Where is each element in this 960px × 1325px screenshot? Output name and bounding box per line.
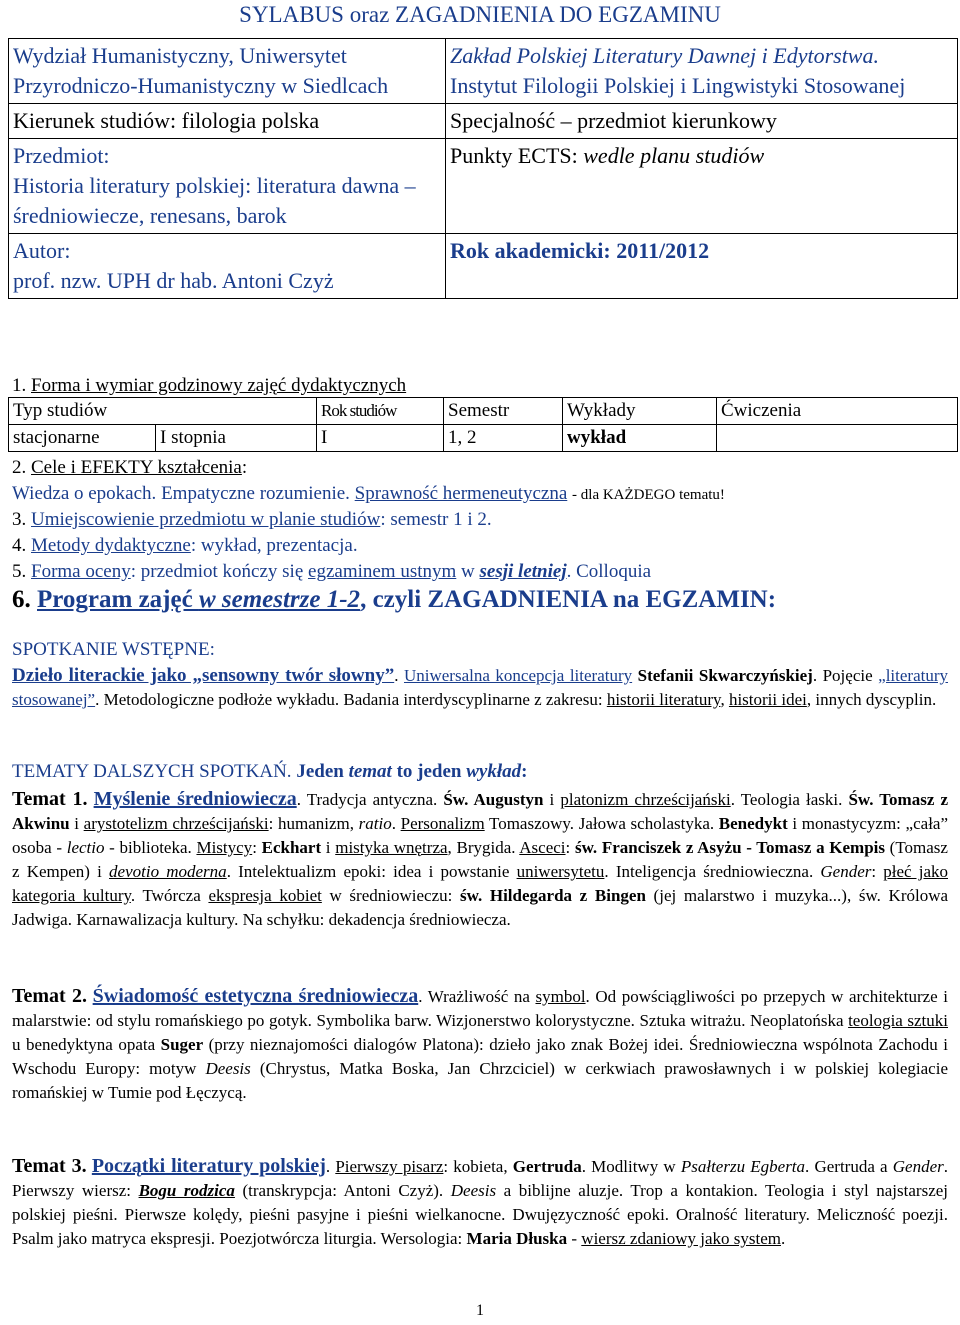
col-type: Typ studiów: [9, 398, 317, 425]
intro-f: „literatury stosowanej”: [12, 666, 949, 709]
text-run: : kobieta,: [443, 1157, 513, 1176]
section1-title: Forma i wymiar godzinowy zajęć dydaktycznych: [31, 375, 407, 396]
subject: Historia literatury polskiej: literatura dawna – średniowiecze, renesans, barok: [13, 173, 416, 228]
text-run: -: [567, 1229, 582, 1248]
text-run: Gertruda: [512, 1157, 582, 1176]
section4: [12, 534, 358, 558]
section5-t2: egzaminem ustnym: [308, 561, 457, 582]
topics-heading-b: Jeden: [296, 761, 349, 782]
goal-knowledge: Wiedza o epokach.: [12, 483, 157, 504]
text-run: ratio: [358, 814, 392, 833]
text-run: w średniowieczu:: [321, 886, 460, 905]
author: prof. nzw. UPH dr hab. Antoni Czyż: [13, 268, 334, 293]
section5-t1: : przedmiot kończy się: [130, 561, 309, 582]
text-run: Pierwszy pisarz: [335, 1157, 444, 1176]
text-run: . Inteligencja średniowieczna.: [604, 862, 821, 881]
text-run: Tomaszowy. Jałowa scholastyka.: [484, 814, 719, 833]
text-run: Asceci: [519, 838, 566, 857]
text-run: Gender: [820, 862, 872, 881]
topic2-label: Temat 2.: [12, 985, 88, 1007]
section6-title-b: w semestrze 1-2: [198, 586, 361, 613]
text-run: Deesis: [450, 1181, 497, 1200]
text-run: Deesis: [205, 1059, 251, 1078]
cell-level: I stopnia: [156, 425, 317, 452]
text-run: :: [871, 862, 884, 881]
topics-heading-a: TEMATY DALSZYCH SPOTKAŃ.: [12, 761, 297, 782]
topics-heading-d: to jeden: [391, 761, 467, 782]
text-run: :: [252, 838, 262, 857]
text-run: Bogu rodzica: [138, 1181, 235, 1200]
text-run: Gender: [892, 1157, 944, 1176]
topics-heading-e: wykład: [466, 761, 522, 782]
text-run: Św. Tomasz z Akwinu: [12, 790, 949, 833]
text-run: (Tomasz z Kempen) i: [12, 838, 948, 881]
section5-num: 5.: [12, 561, 27, 582]
department-block: [446, 39, 958, 104]
col-exercises: Ćwiczenia: [717, 398, 958, 425]
page-title: SYLABUS oraz ZAGADNIENIA DO EGZAMINU: [239, 2, 721, 27]
text-run: mistyka wnętrza: [335, 838, 448, 857]
text-run: , Brygida.: [447, 838, 520, 857]
section2-num: 2.: [12, 457, 27, 478]
topics-heading-c: temat: [348, 761, 392, 782]
text-run: i monastycyzm: „cała” osoba -: [12, 814, 949, 857]
text-run: teologia sztuki: [848, 1011, 948, 1030]
ects-block: [446, 139, 958, 234]
goal-note: - dla KAŻDEGO tematu!: [572, 487, 725, 503]
subject-label: Przedmiot:: [13, 143, 110, 168]
ects-label: Punkty ECTS:: [450, 143, 578, 168]
specialty: Specjalność – przedmiot kierunkowy: [446, 104, 958, 139]
intro-g: . Metodologiczne podłoże wykładu. Badania interdyscyplinarne z zakresu:: [95, 690, 607, 709]
section3-num: 3.: [12, 509, 27, 530]
text-run: . Tradycja antyczna.: [296, 790, 444, 809]
text-run: Eckhart: [261, 838, 322, 857]
ects-value: wedle planu studiów: [583, 143, 765, 168]
text-run: i: [321, 838, 336, 857]
section6-heading: [12, 586, 776, 614]
topic2-title: Świadomość estetyczna średniowiecza: [92, 985, 419, 1007]
intro-h: historii literatury: [606, 690, 721, 709]
topic2-paragraph: [12, 984, 948, 1105]
section4-title: Metody dydaktyczne: [31, 535, 191, 556]
text-run: . Gertruda a: [805, 1157, 893, 1176]
topics-heading: [12, 760, 527, 784]
intro-b: .: [394, 666, 404, 685]
faculty: Wydział Humanistyczny, Uniwersytet Przyrodniczo-Humanistyczny w Siedlcach: [9, 39, 446, 104]
cell-semester: 1, 2: [444, 425, 563, 452]
subject-block: [9, 139, 446, 234]
cell-type: stacjonarne: [9, 425, 156, 452]
topic3-label: Temat 3.: [12, 1155, 87, 1177]
cell-year: I: [317, 425, 444, 452]
text-run: (przy nieznajomości dialogów Platona): dzieło jako znak Bożej idei. Średniowieczna wspólnota Zachodu i Wschodu Europy: motyw: [12, 1035, 948, 1078]
text-run: symbol: [535, 987, 586, 1006]
text-run: św. Hildegarda z Bingen: [460, 886, 646, 905]
text-run: . Od powściągliwości po przepych w architekturze i malarstwie: od stylu romańskiego po gotyk. Symbolika barw. Wizjonerstwo kolorystyczne. Sztuka witrażu. Neoplatońska: [12, 987, 949, 1030]
section6-num: 6.: [12, 586, 31, 613]
text-run: płeć jako kategoria kultury: [12, 862, 948, 905]
text-run: Św. Augustyn: [443, 790, 544, 809]
text-run: . Twórcza: [130, 886, 209, 905]
department: Zakład Polskiej Literatury Dawnej i Edytorstwa.: [450, 43, 879, 68]
header-table: [8, 38, 958, 299]
text-run: platonizm chrześcijański: [560, 790, 731, 809]
intro-k: , innych dyscyplin.: [806, 690, 937, 709]
text-run: Maria Dłuska: [466, 1229, 568, 1248]
text-run: i: [69, 814, 84, 833]
text-run: uniwersytetu: [516, 862, 605, 881]
text-run: u benedyktyna opata: [12, 1035, 161, 1054]
text-run: Psałterzu Egberta: [680, 1157, 806, 1176]
text-run: Mistycy: [196, 838, 253, 857]
text-run: Suger: [160, 1035, 204, 1054]
table-header-row: [9, 398, 958, 425]
text-run: Benedykt: [718, 814, 788, 833]
intro-e: . Pojęcie: [812, 666, 879, 685]
intro-j: historii idei: [728, 690, 807, 709]
intro-c: Uniwersalna koncepcja literatury: [403, 666, 633, 685]
col-year: Rok studiów: [317, 398, 444, 425]
text-run: . Wrażliwość na: [418, 987, 536, 1006]
text-run: devotio moderna: [109, 862, 227, 881]
author-label: Autor:: [13, 238, 71, 263]
text-run: św. Franciszek z Asyżu - Tomasz a Kempis: [574, 838, 885, 857]
text-run: (Chrystus, Matka Boska, Jan Chrzciciel) w cerkwiach prawosławnych i w polskiej kolegiacie romańskiej w Tumie pod Łęczycą.: [12, 1059, 948, 1102]
cell-exercises: [717, 425, 958, 452]
text-run: . Intelektualizm epoki: idea i powstanie: [226, 862, 517, 881]
text-run: lectio: [66, 838, 105, 857]
text-run: a biblijne aluzje. Trop a kontakion. Teologia i styl najstarszej polskiej pieśni. Pierwsze kolędy, pieśni pasyjne i pieśni wielkanocne. Dwujęzyczność epoki. Oralność literatury. Meliczność poezji. Psalm jako matryca ekspresji. Poezjotwórcza liturgia. Wersologia:: [12, 1181, 949, 1248]
section4-text: : wykład, prezentacja.: [190, 535, 358, 556]
page-number: 1: [476, 1302, 484, 1319]
intro-i: ,: [720, 690, 729, 709]
section5-t3: w: [456, 561, 480, 582]
text-run: : humanizm,: [268, 814, 359, 833]
section4-num: 4.: [12, 535, 27, 556]
col-lectures: Wykłady: [563, 398, 717, 425]
section3-text: : semestr 1 i 2.: [380, 509, 492, 530]
topics-heading-f: :: [521, 761, 528, 782]
topic1-label: Temat 1.: [12, 788, 88, 810]
text-run: ekspresja kobiet: [208, 886, 322, 905]
text-run: .: [781, 1229, 786, 1248]
text-run: (jej malarstwo i muzyka...), św. Królowa Jadwiga. Karnawalizacja kultury. Na schyłku: dekadencja średniowiecza.: [12, 886, 949, 929]
intro-heading: SPOTKANIE WSTĘPNE:: [12, 639, 215, 660]
section2-text: [12, 482, 725, 507]
text-run: arystotelizm chrześcijański: [83, 814, 269, 833]
text-run: :: [565, 838, 575, 857]
cell-lectures: wykład: [563, 425, 717, 452]
academic-year: Rok akademicki: 2011/2012: [446, 234, 958, 299]
text-run: - biblioteka.: [104, 838, 197, 857]
text-run: (transkrypcja: Antoni Czyż).: [234, 1181, 451, 1200]
section5-t4: sesji letniej: [479, 561, 567, 582]
section5: [12, 560, 651, 584]
section2-title: Cele i EFEKTY kształcenia: [31, 457, 242, 478]
section6-title-c: , czyli ZAGADNIENIA na EGZAMIN:: [360, 586, 777, 613]
section6-title-a: Program zajęć: [37, 586, 199, 613]
institute: Instytut Filologii Polskiej i Lingwistyki Stosowanej: [450, 73, 906, 98]
field: Kierunek studiów: filologia polska: [9, 104, 446, 139]
text-run: .: [325, 1157, 336, 1176]
text-run: .: [391, 814, 401, 833]
goal-hermeneutics: Sprawność hermeneutyczna: [354, 483, 568, 504]
section3: [12, 508, 492, 532]
text-run: . Modlitwy w: [581, 1157, 681, 1176]
text-run: Personalizm: [400, 814, 485, 833]
col-semester: Semestr: [444, 398, 563, 425]
intro-a: Dzieło literackie jako „sensowny twór słowny”: [12, 665, 395, 686]
goal-empathy: Empatyczne rozumienie.: [161, 483, 350, 504]
section1-num: 1.: [12, 375, 27, 396]
topic1-paragraph: [12, 787, 948, 932]
intro-d: Stefanii Skwarczyńskiej: [632, 666, 813, 685]
text-run: wiersz zdaniowy jako system: [581, 1229, 781, 1248]
section1-heading: [12, 374, 406, 398]
text-run: i: [543, 790, 561, 809]
table-row: [9, 425, 958, 452]
section3-title: Umiejscowienie przedmiotu w planie studiów: [31, 509, 381, 530]
section2-colon: :: [241, 457, 248, 478]
hours-table: [8, 397, 958, 452]
topic1-title: Myślenie średniowiecza: [93, 788, 297, 810]
section5-title: Forma oceny: [31, 561, 131, 582]
topic3-title: Początki literatury polskiej: [91, 1155, 326, 1177]
topic3-paragraph: [12, 1154, 948, 1251]
text-run: . Teologia łaski.: [730, 790, 849, 809]
author-block: [9, 234, 446, 299]
section2-heading: [12, 456, 247, 480]
intro-paragraph: [12, 664, 948, 712]
text-run: . Pierwszy wiersz:: [12, 1157, 949, 1200]
section5-t5: . Colloquia: [566, 561, 652, 582]
